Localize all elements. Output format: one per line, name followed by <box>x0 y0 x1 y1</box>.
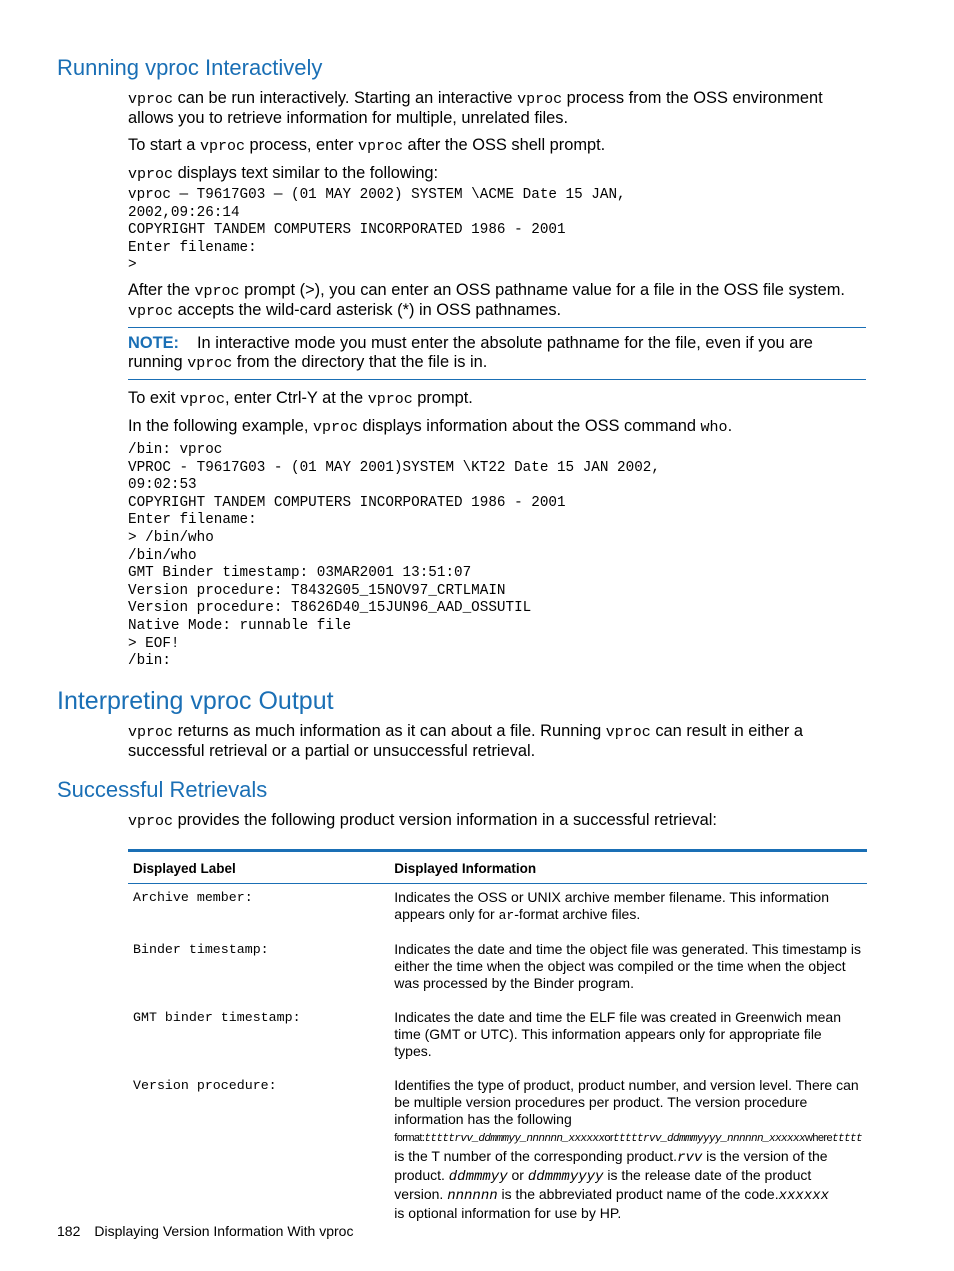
section2-body <box>128 722 868 761</box>
code-example-who: /bin: vproc VPROC - T9617G03 - (01 MAY 2001)SYSTEM \KT22 Date 15 JAN 2002, 09:02:53 COPYRIGHT TANDEM COMPUTERS INCORPORATED 1986 - 2001 Enter filename: > /bin/who /bin/who GMT Binder timestamp: 03MAR2001 13:51:07 Version procedure: T8432G05_15NOV97_CRTLMAIN Version procedure: T8626D40_15JUN96_AAD_OSSUTIL Native Mode: runnable file > EOF! /bin: <box>128 442 660 670</box>
version-format-line: format:tttttrvv_ddmmmyy_nnnnnn_xxxxxxortttttrvv_ddmmmyyyy_nnnnnn_xxxxxxwherettttt <box>394 1132 862 1145</box>
row-label: Version procedure: <box>133 1078 277 1093</box>
code-example-startup: vproc — T9617G03 — (01 MAY 2002) SYSTEM \ACME Date 15 JAN, 2002,09:26:14 COPYRIGHT TANDEM COMPUTERS INCORPORATED 1986 - 2001 Enter filename: > <box>128 187 626 274</box>
row-info: Indicates the date and time the object file was generated. This timestamp is either the time when the object was compiled or the time when the object was processed by the Binder program. <box>394 941 861 991</box>
page-number: 182 <box>57 1223 81 1239</box>
row-label: Archive member: <box>133 890 253 905</box>
row-info: Identifies the type of product, product number, and version level. There can be multiple version procedures per product. The version procedure information has the following format:tttttrvv_ddmmmyy_nnnnnn_xxxxxxortttttrvv_ddmmmyyyy_nnnnnn_xxxxxxwherettttt is the T number of the corresponding product.rvv is the version of the product. ddmmmyy or ddmmmyyyy is the release date of the product version. nnnnnn is the abbreviated product name of the code.xxxxxx is optional information for use by HP. <box>394 1077 862 1221</box>
note-box: NOTE: In interactive mode you must enter the absolute pathname for the file, even if you are running vproc from the directory that the file is in. <box>128 327 866 380</box>
column-header-displayed-information: Displayed Information <box>389 851 867 884</box>
section1-body-mid <box>128 281 868 321</box>
section-heading-running-vproc-interactively: Running vproc Interactively <box>57 55 323 80</box>
note-label: NOTE: <box>128 334 179 352</box>
row-info: Indicates the OSS or UNIX archive member filename. This information appears only for ar-format archive files. <box>394 889 829 923</box>
row-label: GMT binder timestamp: <box>133 1010 301 1025</box>
paragraph: vproc provides the following product version information in a successful retrieval: <box>128 811 717 830</box>
section-heading-interpreting-vproc-output: Interpreting vproc Output <box>57 687 334 715</box>
paragraph: vproc displays text similar to the following: <box>128 164 439 183</box>
paragraph: vproc returns as much information as it can about a file. Running vproc can result in either a successful retrieval or a partial or unsuccessful retrieval. <box>128 722 803 760</box>
table-row <box>128 936 867 1004</box>
table-header-row <box>128 851 867 884</box>
row-info: Indicates the date and time the ELF file was created in Greenwich mean time (GMT or UTC). This information appears only for appropriate file types. <box>394 1009 841 1059</box>
paragraph: In the following example, vproc displays information about the OSS command who. <box>128 417 733 436</box>
section3-body <box>128 811 868 831</box>
footer-title: Displaying Version Information With vproc <box>94 1223 354 1239</box>
paragraph: vproc can be run interactively. Starting an interactive vproc process from the OSS environment allows you to retrieve information for multiple, unrelated files. <box>128 89 823 127</box>
column-header-displayed-label: Displayed Label <box>128 851 389 884</box>
section1-body-bottom <box>128 389 868 437</box>
paragraph: To start a vproc process, enter vproc after the OSS shell prompt. <box>128 136 606 155</box>
paragraph: To exit vproc, enter Ctrl-Y at the vproc prompt. <box>128 389 473 408</box>
table-row <box>128 1072 867 1234</box>
displayed-label-table <box>128 849 867 1234</box>
page-footer <box>57 1222 353 1240</box>
table-row <box>128 884 867 937</box>
table-row <box>128 1004 867 1072</box>
row-label: Binder timestamp: <box>133 942 269 957</box>
paragraph: After the vproc prompt (>), you can enter an OSS pathname value for a file in the OSS file system. vproc accepts the wild-card asterisk (*) in OSS pathnames. <box>128 281 845 320</box>
section-heading-successful-retrievals: Successful Retrievals <box>57 777 268 802</box>
section1-body-top <box>128 89 868 184</box>
